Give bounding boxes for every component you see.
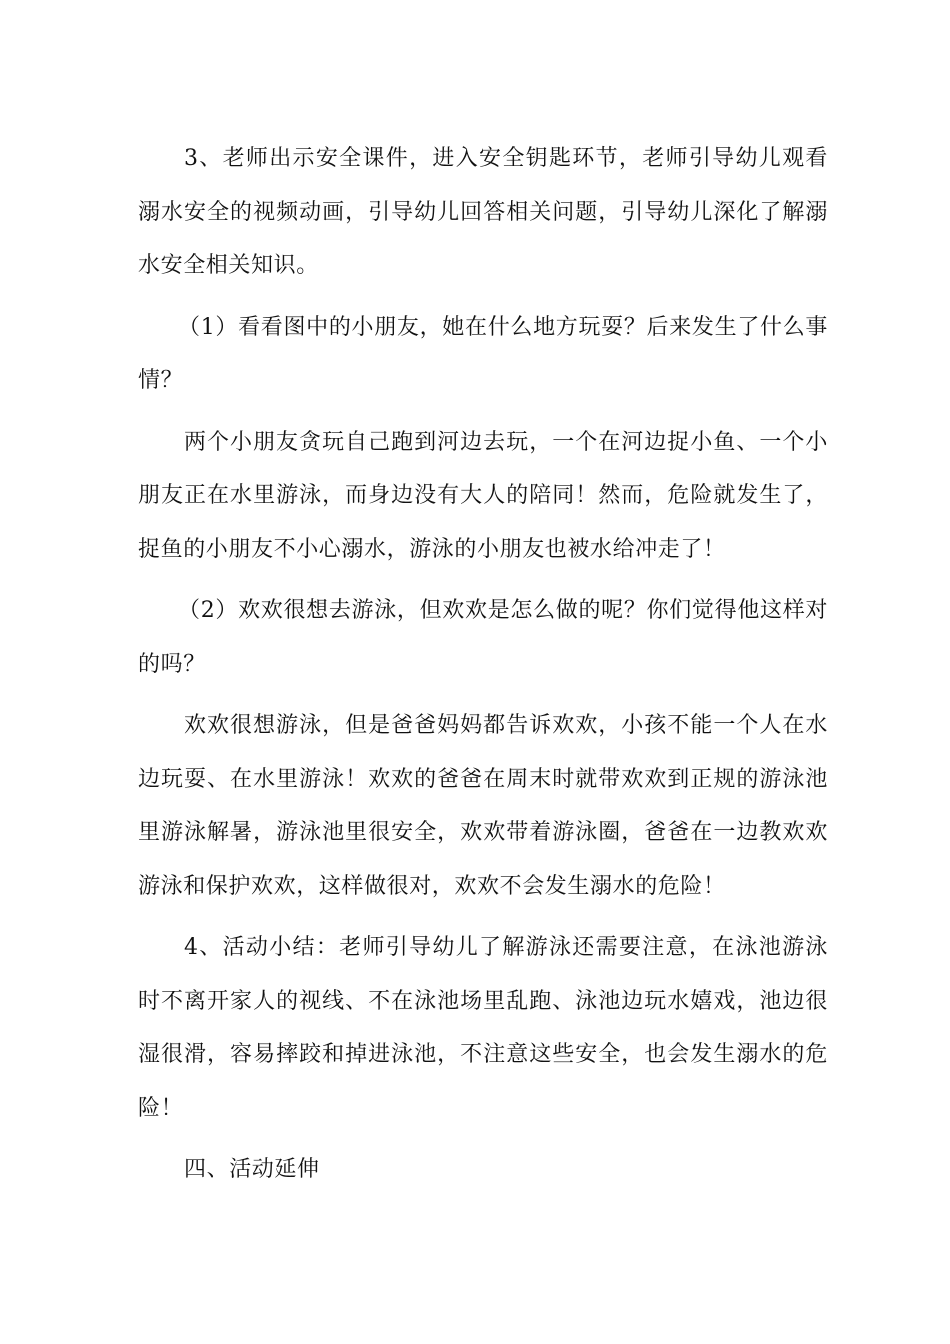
paragraph-question-2: （2）欢欢很想去游泳，但欢欢是怎么做的呢？你们觉得他这样对的吗？ bbox=[138, 598, 828, 677]
paragraph-answer-1: 两个小朋友贪玩自己跑到河边去玩，一个在河边捉小鱼、一个小朋友正在水里游泳，而身边没有大人的陪同！然而，危险就发生了，捉鱼的小朋友不小心溺水，游泳的小朋友也被水给冲走了！ bbox=[138, 429, 828, 562]
paragraph-question-1: （1）看看图中的小朋友，她在什么地方玩耍？后来发生了什么事情？ bbox=[138, 314, 828, 393]
paragraph-answer-2: 欢欢很想游泳，但是爸爸妈妈都告诉欢欢，小孩不能一个人在水边玩耍、在水里游泳！欢欢的爸爸在周末时就带欢欢到正规的游泳池里游泳解暑，游泳池里很安全，欢欢带着游泳圈，爸爸在一边教欢欢游泳和保护欢欢，这样做很对，欢欢不会发生溺水的危险！ bbox=[138, 713, 828, 899]
document-body bbox=[138, 132, 828, 1205]
paragraph-step-4-summary: 4、活动小结：老师引导幼儿了解游泳还需要注意，在泳池游泳时不离开家人的视线、不在泳池场里乱跑、泳池边玩水嬉戏，池边很湿很滑，容易摔跤和掉进泳池，不注意这些安全，也会发生溺水的危险！ bbox=[138, 935, 828, 1121]
paragraph-step-3: 3、老师出示安全课件，进入安全钥匙环节，老师引导幼儿观看溺水安全的视频动画，引导幼儿回答相关问题，引导幼儿深化了解溺水安全相关知识。 bbox=[138, 146, 828, 278]
section-heading-extension: 四、活动延伸 bbox=[184, 1157, 320, 1182]
